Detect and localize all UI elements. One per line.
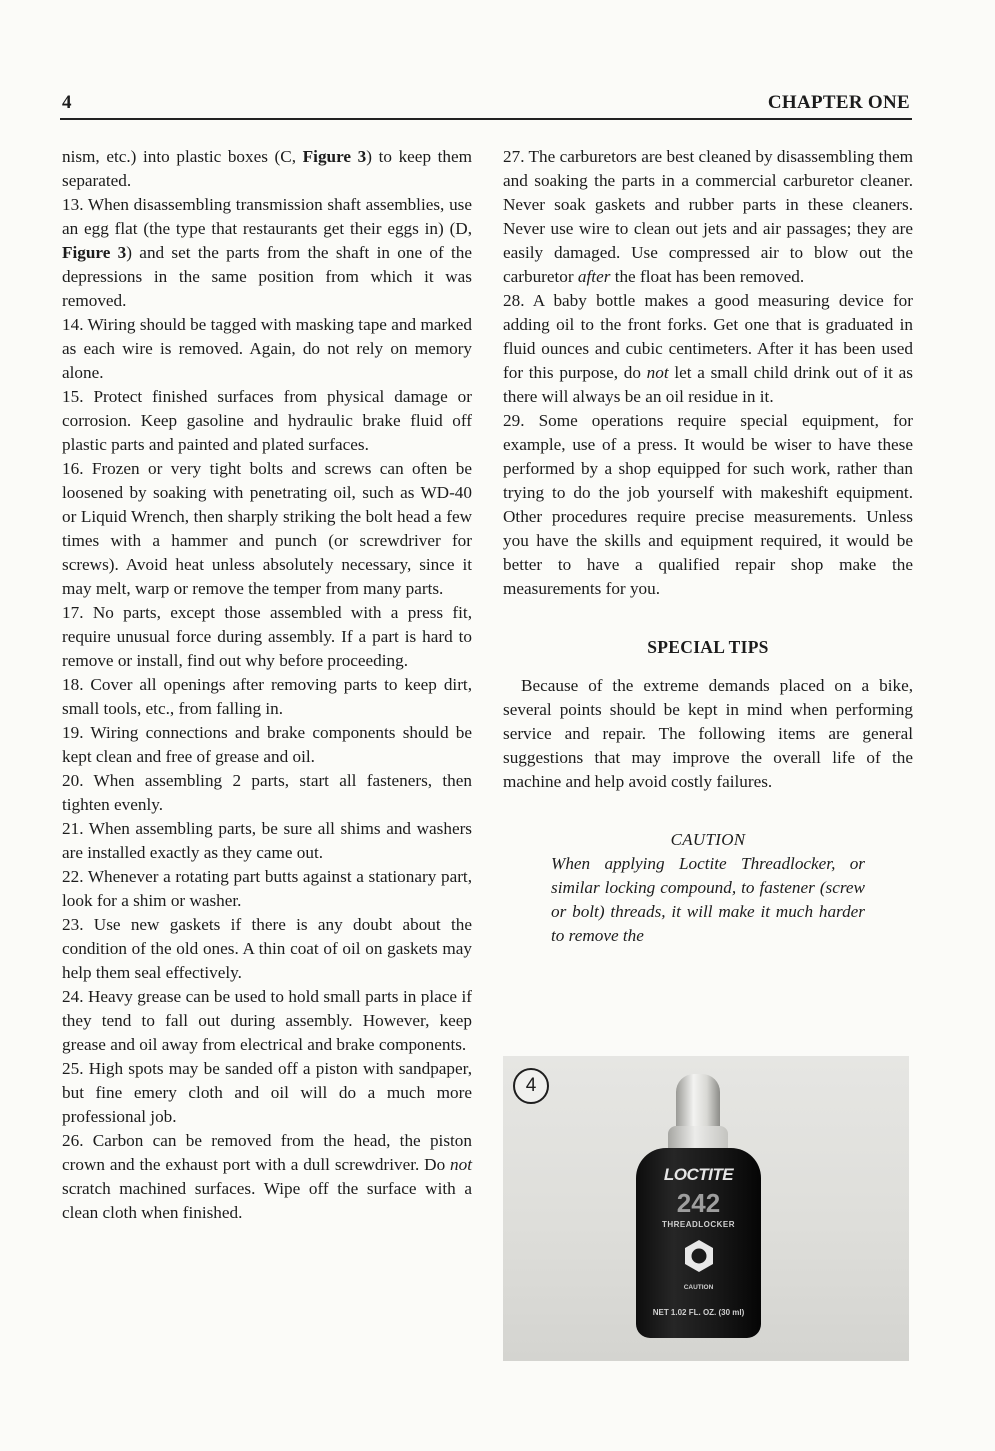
paragraph-26: 26. Carbon can be removed from the head, the piston crown and the exhaust port with a dull screwdriver. Do not scratch machined surfaces. Wipe off the surface with a clean cloth when finished. [62, 1131, 472, 1222]
bottle-cap [676, 1074, 720, 1132]
paragraph-29: 29. Some operations require special equipment, for example, use of a press. It would be wiser to have these performed by a shop equipped for such work, rather than trying to do the job yourself with makeshift equipment. Other procedures require precise measurements. Unless you have the skills and equipment required, it would be better to have a qualified repair shop make the measurements for you. [503, 411, 913, 598]
paragraph-28: 28. A baby bottle makes a good measuring device for adding oil to the front forks. Get one that is graduated in fluid ounces and cubic centimeters. After it has been used for this purpose, do not let a small child drink out of it as there will always be an oil residue in it. [503, 291, 913, 406]
right-column [503, 145, 913, 948]
bottle-product-name: THREADLOCKER [661, 1220, 736, 1229]
left-column [62, 145, 472, 1225]
paragraph-21: 21. When assembling parts, be sure all shims and washers are installed exactly as they came out. [62, 819, 472, 862]
header-rule [60, 118, 912, 120]
paragraph-continuation: nism, etc.) into plastic boxes (C, Figure 3) to keep them separated. [62, 147, 473, 190]
threadlocker-bottle [636, 1148, 761, 1338]
section-heading-special-tips: SPECIAL TIPS [647, 637, 769, 657]
paragraph-19: 19. Wiring connections and brake components should be kept clean and free of grease and oil. [62, 723, 472, 766]
paragraph-23: 23. Use new gaskets if there is any doubt about the condition of the old ones. A thin coat of oil on gaskets may help them seal effectively. [62, 915, 472, 982]
paragraph-13: 13. When disassembling transmission shaft assemblies, use an egg flat (the type that restaurants get their eggs in) (D, Figure 3) and set the parts from the shaft in one of the depressions in the same position from which it was removed. [62, 195, 473, 310]
paragraph-24: 24. Heavy grease can be used to hold small parts in place if they tend to fall out during assembly. However, keep grease and oil away from electrical and brake components. [62, 987, 472, 1054]
bottle-product-number: 242 [676, 1188, 721, 1218]
page-number: 4 [62, 92, 72, 113]
bottle-volume-text: NET 1.02 FL. OZ. (30 ml) [652, 1308, 745, 1317]
paragraph-14: 14. Wiring should be tagged with masking tape and marked as each wire is removed. Again, do not rely on memory alone. [62, 315, 472, 382]
paragraph-27: 27. The carburetors are best cleaned by disassembling them and soaking the parts in a commercial carburetor cleaner. Never soak gaskets and rubber parts in these cleaners. Never use wire to clean out jets and air passages; they are easily damaged. Use compressed air to blow out the carburetor after the float has been removed. [503, 147, 913, 286]
figure-4-photo [503, 1056, 909, 1361]
paragraph-17: 17. No parts, except those assembled with a press fit, require unusual force during assembly. If a part is hard to remove or install, find out why before proceeding. [62, 603, 472, 670]
special-tips-intro: Because of the extreme demands placed on a bike, several points should be kept in mind when performing service and repair. The following items are general suggestions that may improve the overall life of the machine and help avoid costly failures. [503, 676, 913, 791]
paragraph-20: 20. When assembling 2 parts, start all fasteners, then tighten evenly. [62, 771, 472, 814]
paragraph-25: 25. High spots may be sanded off a piston with sandpaper, but fine emery cloth and oil will do a much more professional job. [62, 1059, 472, 1126]
paragraph-16: 16. Frozen or very tight bolts and screws can often be loosened by soaking with penetrating oil, such as WD-40 or Liquid Wrench, then sharply striking the bolt head a few times with a hammer and punch (or screwdriver for screws). Avoid heat unless absolutely necessary, since it may melt, warp or remove the temper from many parts. [62, 459, 472, 598]
paragraph-22: 22. Whenever a rotating part butts against a stationary part, look for a shim or washer. [62, 867, 472, 910]
paragraph-15: 15. Protect finished surfaces from physical damage or corrosion. Keep gasoline and hydraulic brake fluid off plastic parts and painted and plated surfaces. [62, 387, 472, 454]
bottle-caution-text: CAUTION [683, 1284, 714, 1291]
hex-nut-icon [681, 1238, 717, 1274]
paragraph-18: 18. Cover all openings after removing parts to keep dirt, small tools, etc., from falling in. [62, 675, 472, 718]
bottle-brand-label: LOCTITE [663, 1165, 734, 1184]
figure-number-badge: 4 [513, 1068, 549, 1104]
caution-text: When applying Loctite Threadlocker, or similar locking compound, to fastener (screw or bolt) threads, it will make it much harder to remove the [551, 854, 865, 945]
chapter-title: CHAPTER ONE [767, 92, 910, 113]
caution-label: CAUTION [670, 830, 746, 849]
